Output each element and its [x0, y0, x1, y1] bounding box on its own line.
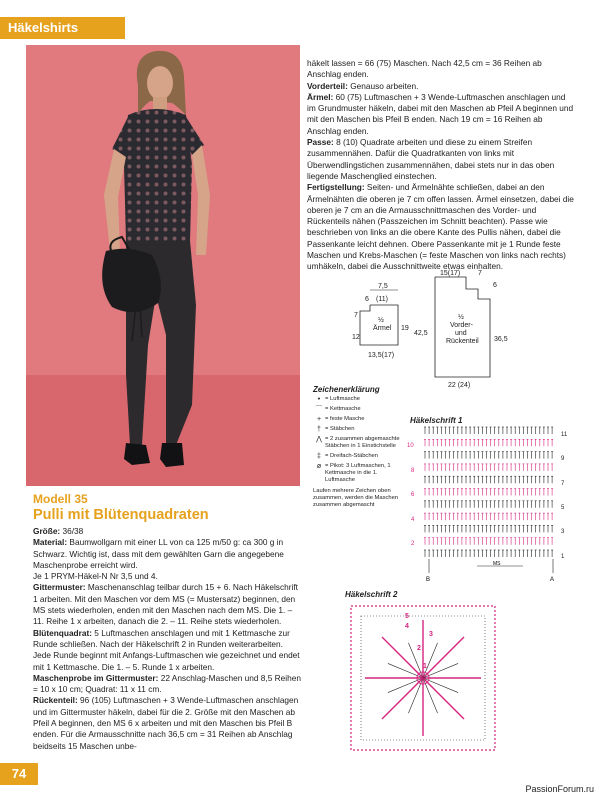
paragraph-label: Blütenquadrat:	[33, 627, 92, 638]
row-label: 9	[561, 456, 565, 462]
body-right-label: 36,5	[494, 336, 508, 343]
row-label: 4	[411, 517, 415, 523]
paragraph-label: Rückenteil:	[33, 695, 78, 706]
paragraph: häkelt lassen = 66 (75) Maschen. Nach 42,5 cm = 36 Reihen ab Anschlag enden.	[307, 58, 542, 80]
source-watermark: PassionForum.ru	[525, 784, 594, 794]
paragraph: Gittermuster: Maschenanschlag teilbar durch 15 + 6. Nach Häkelschrift 1 arbeiten. Mit den Maschen vor dem MS (= Mustersatz) beginnen, den MS stets wiederholen, enden mit den Maschen nach dem MS. Die 1. – 11. Reihe 1 x arbeiten, danach die 2. – 11. Reihe stets wiederholen.	[33, 582, 298, 627]
row-label: 10	[407, 443, 414, 449]
paragraph: Vorderteil: Genauso arbeiten.	[307, 80, 419, 91]
row-label: 6	[411, 492, 415, 498]
model-number: Modell 35	[33, 492, 88, 506]
body-bottom-label: 22 (24)	[448, 382, 471, 389]
svg-text:½: ½	[458, 314, 464, 321]
row-label: 8	[411, 468, 415, 474]
body-top-right-label: 7	[478, 270, 482, 277]
body-shoulder-label: 6	[493, 282, 497, 289]
model-photo	[26, 45, 300, 486]
round-label: 3	[429, 631, 433, 638]
svg-text:Vorder-: Vorder-	[450, 322, 473, 329]
sleeve-top-label: 7,5	[378, 283, 388, 290]
symbol-legend	[313, 386, 405, 509]
round-label: 2	[417, 645, 421, 652]
paragraph: Rückenteil: 96 (105) Luftmaschen + 3 Wende-Luftmaschen anschlagen und im Gittermuster häkeln, dabei für die 2. Größe mit den Maschen ab Pfeil A beginnen, den MS 6 x arbeiten und mit den Maschen bis Pfeil B enden. Für die Armausschnitte nach 36,5 cm = 31 Reihen ab Anschlag beidseits 15 Maschen unbe-	[33, 695, 299, 751]
body-schematic	[414, 270, 508, 389]
arrow-b-label: B	[426, 577, 431, 583]
legend-row: • = Luftmasche	[317, 396, 360, 403]
sleeve-left-lower-label: 12	[352, 334, 360, 341]
row-label: 5	[561, 505, 565, 511]
sleeve-right-label: 19	[401, 325, 409, 332]
paragraph: Fertigstellung: Seiten- und Ärmelnähte schließen, dabei an den Ärmelnähten die oberen je 7 cm offen lassen. Ärmel einsetzen, dabei die oberen je 7 cm an die Armausschnittmaschen des Vorder- und Rückenteils nähen (Passzeichen im Schnitt beachten). Passe wie beschrieben von links an die obere Kante des Pullis nähen, dabei die Passenkante leicht dehnen. Obere Passenkante mit je 1 Runde feste Maschen und Krebs-Maschen (= feste Maschen von links nach rechts) umhäkeln, dabei die Ausschnittweite etwas einhalten.	[307, 182, 574, 272]
crochet-chart-2	[343, 598, 503, 758]
sleeve-bottom-label: 13,5(17)	[368, 352, 395, 359]
chart2-title: Häkelschrift 2	[345, 590, 398, 599]
model-title	[33, 492, 209, 523]
round-label: 5	[405, 613, 409, 620]
petal-stitch	[382, 678, 423, 719]
row-label: 2	[411, 541, 415, 547]
model-name: Pulli mit Blütenquadraten	[33, 507, 209, 523]
body-left-label: 42,5	[414, 330, 428, 337]
legend-row: † = Stäbchen	[317, 426, 355, 433]
legend-row: ‡ = Dreifach-Stäbchen	[317, 453, 379, 460]
svg-text:und: und	[455, 330, 467, 337]
size-schematic	[340, 265, 540, 395]
body-top-label: 15(17)	[440, 270, 461, 277]
paragraph-label: Gittermuster:	[33, 582, 86, 593]
round-label: 4	[405, 623, 409, 630]
page-number: 74	[0, 763, 38, 785]
sleeve-schematic	[352, 283, 409, 359]
paragraph: Blütenquadrat: 5 Luftmaschen anschlagen und mit 1 Kettmasche zur Runde schließen. Nach der Häkelschrift 2 in Runden weiterarbeiten. Jede Runde beginnt mit Anfangs-Luftmaschen wie gezeichnet und endet mit 1 Kettmasche. Die 1. – 5. Runde 1 x arbeiten.	[33, 627, 300, 672]
row-label: 11	[561, 432, 568, 438]
instructions-left	[33, 526, 301, 752]
legend-row: ø = Pikot: 3 Luftmaschen, 1 Kettmasche in die 1. Luftmasche	[316, 463, 391, 483]
svg-text:Ärmel: Ärmel	[373, 325, 392, 332]
petal-stitch	[423, 678, 464, 719]
legend-row: ⌒ = Kettmasche	[315, 406, 361, 413]
crochet-chart-1	[405, 425, 575, 585]
paragraph-label: Material:	[33, 537, 68, 548]
svg-text:½: ½	[378, 317, 384, 324]
paragraph: Je 1 PRYM-Häkel-N Nr 3,5 und 4.	[33, 571, 158, 582]
round-label: 1	[423, 663, 427, 670]
sleeve-left-upper-label: 7	[354, 312, 358, 319]
paragraph-label: Größe:	[33, 526, 61, 536]
section-header: Häkelshirts	[0, 17, 125, 39]
paragraph: Material: Baumwollgarn mit einer LL von ca 125 m/50 g: ca 300 g in Schwarz. Wichtig ist, dass mit dem gewählten Garn die angegebene Maschenprobe erreicht wird.	[33, 537, 284, 570]
legend-row: ⋀ = 2 zusammen abgemaschte Stäbchen in 1 Einstichstelle	[316, 436, 400, 449]
paragraph: Passe: 8 (10) Quadrate arbeiten und diese zu einem Streifen zusammennähen. Dafür die Quadratkanten von links mit Überwendlingstichen zusammennähen, dabei stets nur in das oben liegende Maschenglied einstechen.	[307, 137, 555, 181]
row-label: 7	[561, 481, 565, 487]
chart1-title: Häkelschrift 1	[410, 416, 463, 425]
paragraph: Ärmel: 60 (75) Luftmaschen + 3 Wende-Luftmaschen anschlagen und im Grundmuster häkeln, dabei mit den Maschen ab Pfeil A beginnen und mit den Maschen bis Pfeil B enden. Nach 19 cm = 16 Reihen ab Anschlag enden.	[307, 91, 574, 136]
row-label: 3	[561, 529, 565, 535]
sleeve-top2-label: 6	[365, 296, 369, 303]
sleeve-top2b-label: (11)	[376, 296, 388, 303]
petal-stitch	[423, 637, 464, 678]
petal-stitch	[382, 637, 423, 678]
instructions-right	[307, 58, 575, 273]
svg-text:Rückenteil: Rückenteil	[446, 338, 479, 345]
legend-note: Laufen mehrere Zeichen oben zusammen, werden die Maschen zusammen abgemascht	[313, 488, 399, 508]
paragraph: Größe: 36/38	[33, 526, 84, 536]
legend-title: Zeichenerklärung	[313, 385, 380, 394]
paragraph-label: Maschenprobe im Gittermuster:	[33, 672, 159, 683]
ms-label: MS	[493, 561, 501, 567]
paragraph: Maschenprobe im Gittermuster: 22 Anschlag-Maschen und 8,5 Reihen = 10 x 10 cm; Quadrat: 11 x 11 cm.	[33, 672, 301, 695]
arrow-a-label: A	[550, 577, 555, 583]
row-label: 1	[561, 554, 565, 560]
legend-row: + = feste Masche	[316, 416, 365, 423]
